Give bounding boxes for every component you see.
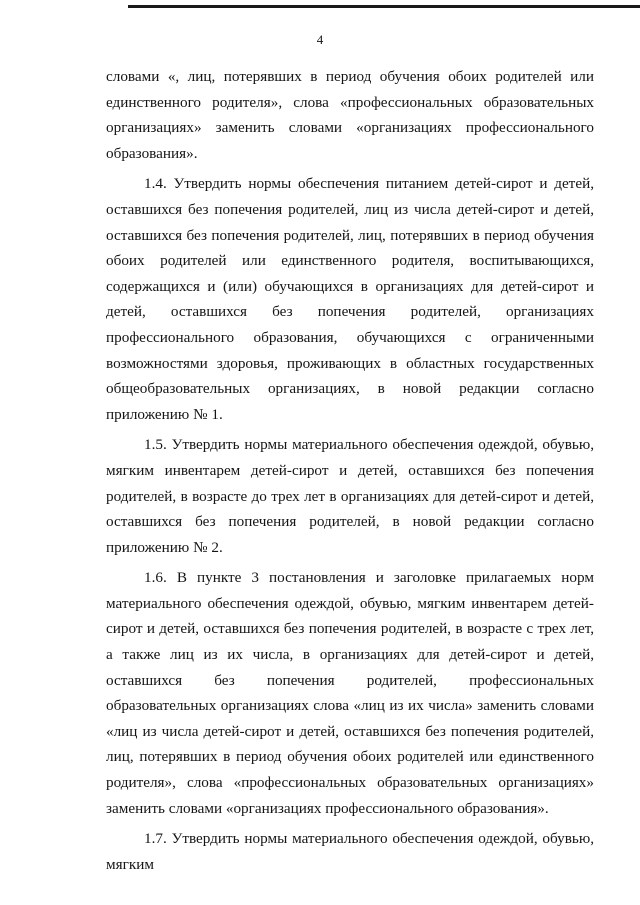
paragraph-1-7: 1.7. Утвердить нормы материального обеспечения одеждой, обувью, мягким — [106, 830, 594, 873]
paragraph-1-5: 1.5. Утвердить нормы материального обеспечения одеждой, обувью, мягким инвентарем детей-сирот и детей, оставшихся без попечения родителей, в возрасте до трех лет в организациях для детей-сирот и детей, оставшихся без попечения родителей, в новой редакции согласно приложению № 2. — [106, 436, 594, 556]
top-border-rule — [128, 5, 640, 8]
document-body — [106, 64, 594, 877]
paragraph-1-4: 1.4. Утвердить нормы обеспечения питанием детей-сирот и детей, оставшихся без попечения родителей, лиц из числа детей-сирот и детей, оставшихся без попечения родителей, лиц, потерявших в период обучения обоих родителей или единственного родителя, воспитывающихся, содержащихся и (или) обучающихся в организациях для детей-сирот и детей, оставшихся без попечения родителей, организациях профессионального образования, обучающихся с ограниченными возможностями здоровья, проживающих в областных государственных общеобразовательных организациях, в новой редакции согласно приложению № 1. — [106, 175, 594, 423]
paragraph-1-6: 1.6. В пункте 3 постановления и заголовке прилагаемых норм материального обеспечения одеждой, обувью, мягким инвентарем детей-сирот и детей, оставшихся без попечения родителей, в возрасте с трех лет, а также лиц из их числа, в организациях для детей-сирот и детей, оставшихся без попечения родителей, профессиональных образовательных организациях слова «лиц из их числа» заменить словами «лиц из числа детей-сирот и детей, оставшихся без попечения родителей, лиц, потерявших в период обучения обоих родителей или единственного родителя», слова «профессиональных образовательных организациях» заменить словами «организациях профессионального образования». — [106, 569, 594, 817]
page-number: 4 — [316, 32, 324, 47]
paragraph-continuation: словами «, лиц, потерявших в период обучения обоих родителей или единственного родителя», слова «профессиональных образовательных организациях» заменить словами «организациях профессионального образования». — [106, 68, 594, 162]
